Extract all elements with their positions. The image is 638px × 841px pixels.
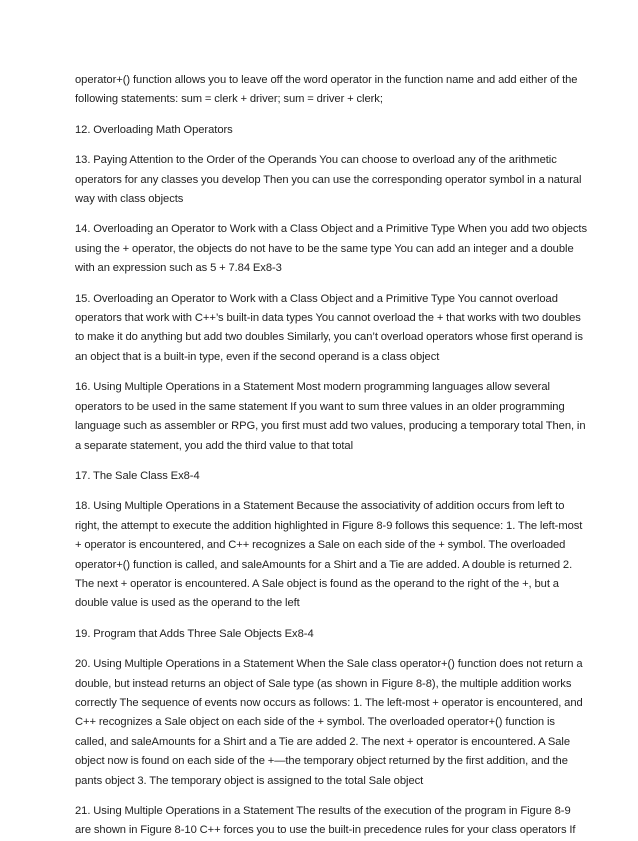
paragraph-14-class-object-primitive-type: 14. Overloading an Operator to Work with a Class Object and a Primitive Type When you add two objects using the + operator, the objects do not have to be the same type You can add an integer and a double with an expression such as 5 + 7.84 Ex8-3 — [75, 223, 588, 275]
paragraph-21-execution-results: 21. Using Multiple Operations in a Statement The results of the execution of the program in Figure 8-9 are shown in Figure 8-10 C++ forces you to use the built-in precedence rules for your class operators If — [75, 805, 576, 837]
paragraph-19-three-sale-objects: 19. Program that Adds Three Sale Objects Ex8-4 — [75, 627, 314, 640]
paragraph-18-associativity: 18. Using Multiple Operations in a Statement Because the associativity of addition occurs from left to right, the attempt to execute the addition highlighted in Figure 8-9 follows this sequence: 1. The left-most + operator is encountered, and C++ recognizes a Sale on each side of the + symbol. The overloaded operator+() function is called, and saleAmounts for a Shirt and a Tie are added. A double is returned 2. The next + operator is encountered. A Sale object is found as the operand to the right of the +, but a double value is used as the operand to the left — [75, 500, 583, 610]
paragraph-13-order-of-operands: 13. Paying Attention to the Order of the Operands You can choose to overload any of the arithmetic operators for any classes you develop Then you can use the corresponding operator symbol in a natural way with class objects — [75, 154, 582, 206]
paragraph-20-returns-sale-object: 20. Using Multiple Operations in a Statement When the Sale class operator+() function does not return a double, but instead returns an object of Sale type (as shown in Figure 8-8), the multiple addition works correctly The sequence of events now occurs as follows: 1. The left-most + operator is encountered, and C++ recognizes a Sale object on each side of the + symbol. The overloaded operator+() function is called, and saleAmounts for a Shirt and a Tie are added 2. The next + operator is encountered. A Sale object now is found on each side of the +—the temporary object returned by the first addition, and the pants object 3. The temporary object is assigned to the total Sale object — [75, 658, 583, 787]
paragraph-16-multiple-operations: 16. Using Multiple Operations in a Statement Most modern programming languages allow several operators to be used in the same statement If you want to sum three values in an older programming language such as assembler or RPG, you first must add two values, producing a temporary total Then, in a separate statement, you add the third value to that total — [75, 381, 586, 452]
paragraph-operator-function-intro: operator+() function allows you to leave off the word operator in the function name and add either of the following statements: sum = clerk + driver; sum = driver + clerk; — [75, 74, 578, 106]
paragraph-12-overloading-math-operators: 12. Overloading Math Operators — [75, 123, 233, 136]
paragraph-17-sale-class: 17. The Sale Class Ex8-4 — [75, 469, 200, 482]
paragraph-15-cannot-overload-builtin: 15. Overloading an Operator to Work with a Class Object and a Primitive Type You cannot overload operators that work with C++’s built-in data types You cannot overload the + that works with two doubles to make it do anything but add two doubles Similarly, you can’t overload operators whose first operand is an object that is a built-in type, even if the second operand is a class object — [75, 292, 583, 363]
